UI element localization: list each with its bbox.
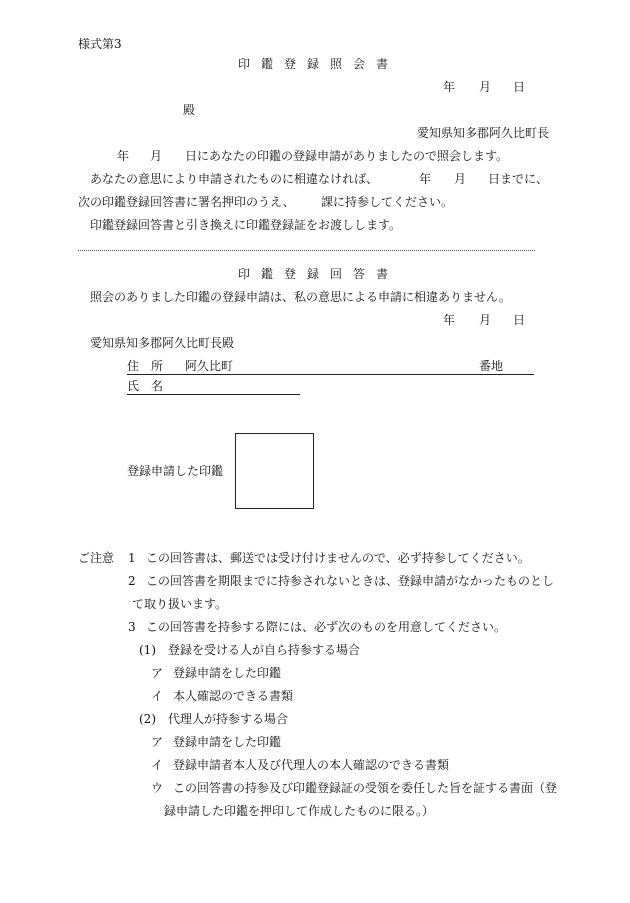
addressee-suffix: 殿	[183, 103, 196, 117]
line3-text: 次の印鑑登録回答書に署名押印のうえ、	[78, 195, 295, 209]
note3-number: 3	[128, 620, 136, 634]
case2b-mark: イ	[151, 758, 164, 772]
case2b-text: 登録申請者本人及び代理人の本人確認のできる書類	[173, 758, 450, 772]
line2-text: あなたの意思により申請されたものに相違なければ、	[90, 172, 379, 186]
note2-text-a: この回答書を期限までに持参されないときは、登録申請がなかったものとし	[146, 574, 555, 588]
case2c-text-b: 録申請した印鑑を押印して作成したものに限る。）	[164, 804, 435, 818]
reply-date-day: 日	[513, 313, 526, 327]
line1-text: 日にあなたの印鑑の登録申請がありましたので照会します。	[185, 149, 509, 163]
address-town: 阿久比町	[185, 359, 234, 373]
address-suffix: 番地	[479, 359, 504, 373]
case1b-mark: イ	[151, 689, 164, 703]
inquiry-title: 印鑑登録照会書	[238, 57, 400, 71]
line2-tail: 日までに、	[488, 172, 549, 186]
line1-year: 年	[117, 149, 130, 163]
name-underline	[127, 394, 300, 395]
case1-text: 登録を受ける人が自ら持参する場合	[168, 643, 361, 657]
case2a-mark: ア	[151, 735, 164, 749]
name-label: 氏 名	[127, 379, 164, 393]
inquiry-date-year: 年	[443, 80, 456, 94]
seal-box	[235, 433, 314, 509]
case1a-text: 登録申請をした印鑑	[173, 666, 282, 680]
case2c-text-a: この回答書の持参及び印鑑登録証の受領を委任した旨を証する書面（登	[173, 781, 558, 795]
inquiry-date-day: 日	[513, 80, 526, 94]
address-underline	[127, 374, 534, 375]
case1a-mark: ア	[151, 666, 164, 680]
line2-year: 年	[419, 172, 432, 186]
notes-heading: ご注意	[78, 551, 115, 565]
note2-text-b: て取り扱います。	[132, 597, 228, 611]
note2-number: 2	[128, 574, 136, 588]
reply-date-year: 年	[443, 313, 456, 327]
address-label: 住 所	[127, 359, 164, 373]
case2c-mark: ウ	[151, 781, 164, 795]
line4-text: 印鑑登録回答書と引き換えに印鑑登録証をお渡しします。	[90, 218, 402, 232]
line2-month: 月	[454, 172, 467, 186]
note1-text: この回答書は、郵送では受け付けませんので、必ず持参してください。	[146, 551, 530, 565]
note1-number: 1	[128, 551, 136, 565]
cut-line-divider	[78, 250, 535, 251]
case2-label: (2)	[139, 712, 156, 726]
reply-date-month: 月	[479, 313, 492, 327]
reply-addressee: 愛知県知多郡阿久比町長殿	[90, 336, 235, 350]
issuer: 愛知県知多郡阿久比町長	[417, 126, 550, 140]
case1-label: (1)	[139, 643, 156, 657]
form-number: 様式第3	[78, 37, 122, 51]
reply-statement: 照会のありました印鑑の登録申請は、私の意思による申請に相違ありません。	[90, 290, 511, 304]
note3-text: この回答書を持参する際には、必ず次のものを用意してください。	[146, 620, 507, 634]
line3-tail: 課に持参してください。	[321, 195, 454, 209]
case2a-text: 登録申請をした印鑑	[173, 735, 282, 749]
case1b-text: 本人確認のできる書類	[173, 689, 294, 703]
seal-label: 登録申請した印鑑	[127, 464, 224, 478]
case2-text: 代理人が持参する場合	[168, 712, 289, 726]
reply-title: 印鑑登録回答書	[238, 267, 400, 281]
inquiry-date-month: 月	[479, 80, 492, 94]
line1-month: 月	[150, 149, 163, 163]
